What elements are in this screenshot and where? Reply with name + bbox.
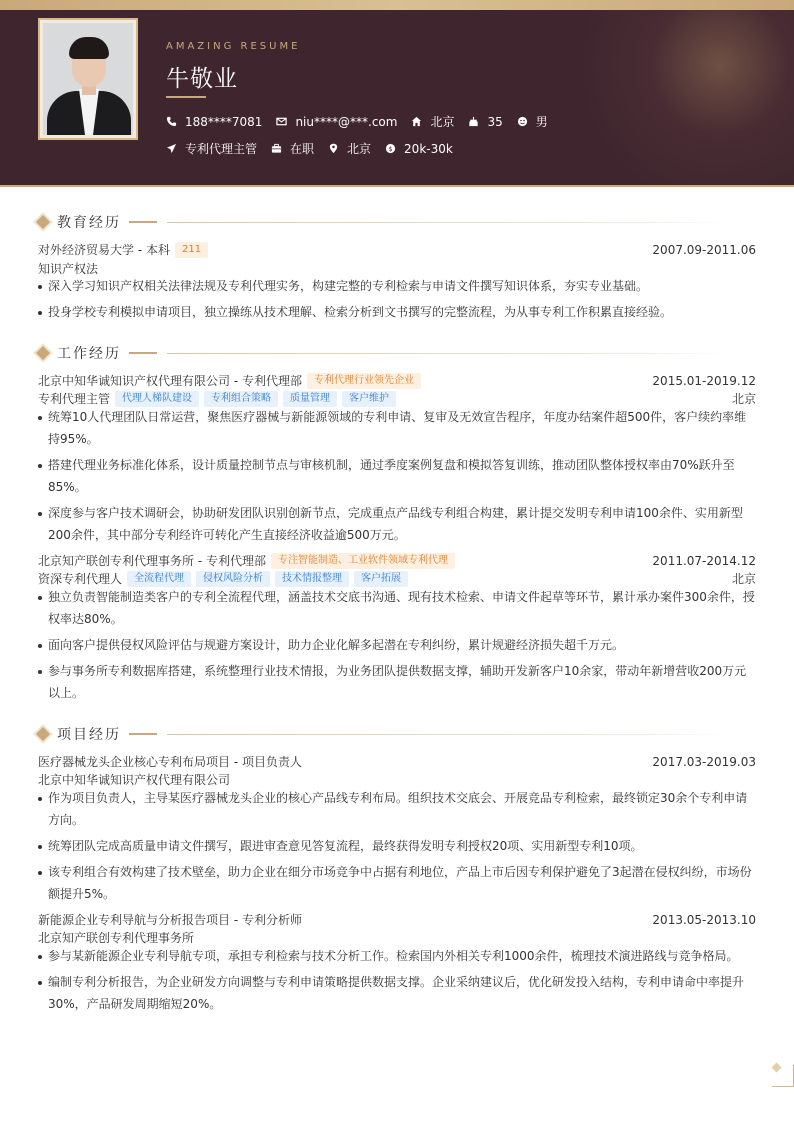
phone-info bbox=[166, 115, 262, 129]
age-info bbox=[468, 115, 502, 129]
job-intent-row bbox=[166, 140, 467, 157]
project-org: 北京知产联创专利代理事务所 bbox=[38, 931, 195, 945]
job-city: 北京 bbox=[731, 572, 756, 586]
status-text: 在职 bbox=[290, 142, 315, 156]
diamond-icon bbox=[36, 727, 50, 741]
gender-info bbox=[517, 113, 548, 130]
home-icon bbox=[411, 116, 422, 127]
education-school-row bbox=[38, 241, 756, 258]
list-item: 统筹团队完成高质量申请文件撰写，跟进审查意见答复流程，最终获得发明专利授权20项、实用新型专利10项。 bbox=[38, 836, 756, 858]
location-info bbox=[328, 140, 371, 157]
education-major-row bbox=[38, 260, 756, 277]
job-city: 北京 bbox=[731, 392, 756, 406]
position-text: 专利代理主管 bbox=[185, 142, 258, 156]
skill-tag: 技术情报整理 bbox=[275, 571, 349, 587]
list-item: 作为项目负责人，主导某医疗器械龙头企业的核心产品线专利布局。组织技术交底会、开展竞品专利检索，最终锁定30余个专利申请方向。 bbox=[38, 788, 756, 831]
list-item: 编制专利分析报告，为企业研发方向调整与专利申请策略提供数据支撑。企业采纳建议后，优化研发投入结构，专利申请命中率提升30%，产品研发周期缩短20%。 bbox=[38, 972, 756, 1015]
list-item: 投身学校专利模拟申请项目，独立操练从技术理解、检索分析到文书撰写的完整流程，为从事专利工作积累直接经验。 bbox=[38, 302, 756, 324]
phone-icon bbox=[166, 116, 177, 127]
face-icon bbox=[517, 116, 528, 127]
gender-text: 男 bbox=[535, 115, 548, 129]
section-title: 项目经历 bbox=[57, 727, 121, 743]
list-item: 深度参与客户技术调研会，协助研发团队识别创新节点，完成重点产品线专利组合构建，累计提交发明专利申请100余件、实用新型200余件，其中部分专利经许可转化产生直接经济收益逾500万元。 bbox=[38, 503, 756, 546]
phone-text: 188****7081 bbox=[185, 114, 263, 129]
list-item: 面向客户提供侵权风险评估与规避方案设计，助力企业化解多起潜在专利纠纷，累计规避经济损失超千万元。 bbox=[38, 635, 756, 657]
project-name-row bbox=[38, 911, 756, 928]
school-name: 对外经济贸易大学 - 本科 bbox=[38, 243, 170, 257]
send-icon bbox=[166, 143, 177, 154]
section-title: 工作经历 bbox=[57, 346, 121, 362]
header-tagline: AMAZING RESUME bbox=[166, 41, 301, 52]
svg-text:$: $ bbox=[388, 144, 393, 153]
project-name-row bbox=[38, 753, 756, 770]
job-period: 2011.07-2014.12 bbox=[652, 553, 756, 568]
job-role: 专利代理主管 bbox=[38, 392, 111, 406]
briefcase-icon bbox=[271, 143, 282, 154]
profile-photo bbox=[38, 18, 138, 140]
age-text: 35 bbox=[487, 114, 503, 129]
skill-tag: 客户维护 bbox=[342, 391, 396, 407]
skill-tag: 质量管理 bbox=[283, 391, 337, 407]
salary-info bbox=[385, 142, 453, 156]
list-item: 独立负责智能制造类客户的专利全流程代理，涵盖技术交底书沟通、现有技术检索、申请文件起草等环节，累计承办案件300余件，授权率达80%。 bbox=[38, 587, 756, 630]
company-tag: 专注智能制造、工业软件领域专利代理 bbox=[271, 553, 455, 569]
project-name: 新能源企业专利导航与分析报告项目 - 专利分析师 bbox=[38, 913, 302, 927]
company-tag: 专利代理行业领先企业 bbox=[307, 373, 421, 389]
avatar bbox=[43, 23, 133, 135]
company-name: 北京中知华诚知识产权代理有限公司 - 专利代理部 bbox=[38, 374, 302, 388]
education-period: 2007.09-2011.06 bbox=[652, 242, 756, 257]
list-item: 搭建代理业务标准化体系，设计质量控制节点与审核机制，通过季度案例复盘和模拟答复训练，推动团队整体授权率由70%跃升至85%。 bbox=[38, 455, 756, 498]
top-accent-strip bbox=[0, 0, 794, 10]
home-info bbox=[411, 113, 454, 130]
list-item: 参与某新能源企业专利导航专项，承担专利检索与技术分析工作。检索国内外相关专利1000余件，梳理技术演进路线与竞争格局。 bbox=[38, 946, 756, 968]
header-divider bbox=[0, 185, 794, 187]
cake-icon bbox=[468, 116, 479, 127]
project-org-row bbox=[38, 929, 756, 946]
status-info bbox=[271, 140, 314, 157]
name-underline bbox=[166, 96, 206, 98]
major-name: 知识产权法 bbox=[38, 262, 99, 276]
diamond-icon bbox=[36, 346, 50, 360]
section-title: 教育经历 bbox=[57, 215, 121, 231]
list-item: 该专利组合有效构建了技术壁垒，助力企业在细分市场竞争中占据有利地位，产品上市后因专利保护避免了3起潜在侵权纠纷，市场份额提升5%。 bbox=[38, 862, 756, 905]
position-info bbox=[166, 140, 257, 157]
skill-tag: 专利组合策略 bbox=[204, 391, 278, 407]
skill-tag: 全流程代理 bbox=[127, 571, 191, 587]
location-text: 北京 bbox=[347, 142, 372, 156]
job-role-row bbox=[38, 390, 756, 407]
home-text: 北京 bbox=[430, 115, 455, 129]
candidate-name: 牛敬业 bbox=[166, 66, 238, 92]
skill-tag: 代理人梯队建设 bbox=[115, 391, 199, 407]
mail-icon bbox=[276, 116, 287, 127]
job-company-row bbox=[38, 552, 756, 569]
project-org-row bbox=[38, 771, 756, 788]
skill-tag: 客户拓展 bbox=[354, 571, 408, 587]
section-projects-header bbox=[36, 724, 758, 744]
section-education-header bbox=[36, 212, 758, 232]
project-period: 2013.05-2013.10 bbox=[652, 912, 756, 927]
list-item: 深入学习知识产权相关法律法规及专利代理实务，构建完整的专利检索与申请文件撰写知识体系，夯实专业基础。 bbox=[38, 276, 756, 298]
diamond-icon bbox=[36, 215, 50, 229]
location-pin-icon bbox=[328, 143, 339, 154]
job-period: 2015.01-2019.12 bbox=[652, 373, 756, 388]
school-badge: 211 bbox=[175, 242, 208, 258]
email-info bbox=[276, 115, 397, 129]
money-icon bbox=[385, 143, 396, 154]
project-name: 医疗器械龙头企业核心专利布局项目 - 项目负责人 bbox=[38, 755, 302, 769]
project-period: 2017.03-2019.03 bbox=[652, 754, 756, 769]
section-work-header bbox=[36, 343, 758, 363]
contact-row bbox=[166, 113, 562, 130]
list-item: 参与事务所专利数据库搭建，系统整理行业技术情报，为业务团队提供数据支撑，辅助开发新客户10余家，带动年新增营收200万元以上。 bbox=[38, 661, 756, 704]
job-role: 资深专利代理人 bbox=[38, 572, 123, 586]
skill-tag: 侵权风险分析 bbox=[196, 571, 270, 587]
company-name: 北京知产联创专利代理事务所 - 专利代理部 bbox=[38, 554, 266, 568]
job-role-row bbox=[38, 570, 756, 587]
job-company-row bbox=[38, 372, 756, 389]
project-org: 北京中知华诚知识产权代理有限公司 bbox=[38, 773, 231, 787]
salary-text: 20k-30k bbox=[404, 141, 453, 156]
email-text: niu****@***.com bbox=[295, 114, 398, 129]
list-item: 统筹10人代理团队日常运营，聚焦医疗器械与新能源领域的专利申请、复审及无效宣告程序，年度办结案件超500件，客户续约率维持95%。 bbox=[38, 407, 756, 450]
